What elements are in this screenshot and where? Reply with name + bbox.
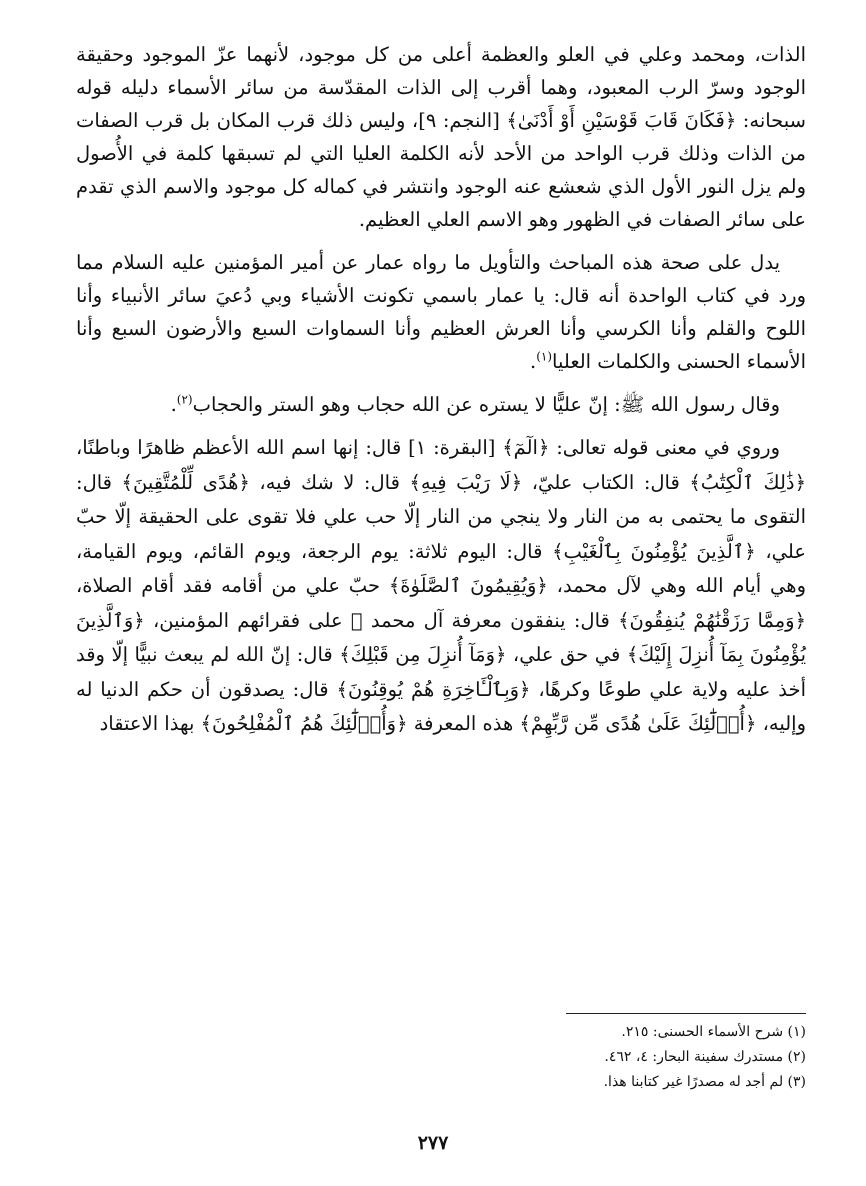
paragraph-3-dot: . (170, 393, 177, 416)
paragraph-2 (76, 246, 806, 378)
page-number: ٢٧٧ (417, 1132, 449, 1154)
paragraph-1: الذات، ومحمد وعلي في العلو والعظمة أعلى من كل موجود، لأنهما عزّ الموجود وحقيقة الوجود وسرّ الرب المعبود، وهما أقرب إلى الذات المقدّسة من سائر الأسماء دليله قوله سبحانه: ﴿فَكَانَ قَابَ قَوْسَيْنِ أَوْ أَدْنَىٰ﴾ [النجم: ٩]، وليس ذلك قرب المكان بل قرب الصفات من الذات وذلك قرب الواحد من الأحد لأنه الكلمة العليا التي لم تسبقها كلمة في الأُصول ولم يزل النور الأول الذي شعشع عنه الوجود وانتشر في كماله كل موجود والاسم الذي تقدم على سائر الصفات في الظهور وهو الاسم العلي العظيم. (76, 43, 806, 231)
paragraph-2-text: يدل على صحة هذه المباحث والتأويل ما رواه عمار عن أمير المؤمنين عليه السلام مما ورد في كتاب الواحدة أنه قال: يا عمار باسمي تكونت الأشياء وبي دُعيَ سائر الأنبياء وأنا اللوح والقلم وأنا الكرسي وأنا العرش العظيم وأنا السماوات السبع والأرضون السبع وأنا الأسماء الحسنى والكلمات العليا (76, 251, 806, 373)
paragraph-3 (76, 388, 806, 421)
footnotes (330, 1020, 806, 1095)
footnote-ref-1: (١) (536, 349, 553, 364)
footnote-2: (٢) مستدرك سفينة البحار: ٤، ٤٦٢. (604, 1049, 806, 1065)
paragraph-3-text: وقال رسول الله ﷺ: إنّ عليًّا لا يستره عن الله حجاب وهو الستر والحجاب (192, 393, 780, 416)
footnote-3: (٣) لم أجد له مصدرًا غير كتابنا هذا. (603, 1074, 806, 1090)
main-text (76, 38, 806, 752)
paragraph-4: وروي في معنى قوله تعالى: ﴿الٓمٓ﴾ [البقرة: ١] قال: إنها اسم الله الأعظم ظاهرًا وباطنًا، ﴿ذَٰلِكَ ٱلْكِتَٰبُ﴾ قال: الكتاب عليّ، ﴿لَا رَيْبَ فِيهِ﴾ قال: لا شك فيه، ﴿هُدًى لِّلْمُتَّقِينَ﴾ قال: التقوى ما يحتمى به من النار ولا ينجي من النار إلّا حب علي فلا تقوى على الحقيقة إلّا حبّ علي، ﴿ٱلَّذِينَ يُؤْمِنُونَ بِٱلْغَيْبِ﴾ قال: اليوم ثلاثة: يوم الرجعة، ويوم القائم، ويوم القيامة، وهي أيام الله وهي لآل محمد، ﴿وَيُقِيمُونَ ٱلصَّلَوٰةَ﴾ حبّ علي من أقامه فقد أقام الصلاة، ﴿وَمِمَّا رَزَقْنَٰهُمْ يُنفِقُونَ﴾ قال: ينفقون معرفة آل محمد ﷺ على فقرائهم المؤمنين، ﴿وَٱلَّذِينَ يُؤْمِنُونَ بِمَآ أُنزِلَ إِلَيْكَ﴾ في حق علي، ﴿وَمَآ أُنزِلَ مِن قَبْلِكَ﴾ قال: إنّ الله لم يبعث نبيًّا إلّا وقد أخذ عليه ولاية علي طوعًا وكرهًا، ﴿وَبِٱلْـَٔاخِرَةِ هُمْ يُوقِنُونَ﴾ قال: يصدقون أن حكم الدنيا له وإليه، ﴿أُو۟لَٰٓئِكَ عَلَىٰ هُدًى مِّن رَّبِّهِمْ﴾ هذه المعرفة ﴿وَأُو۟لَٰٓئِكَ هُمُ ٱلْمُفْلِحُونَ﴾ بهذا الاعتقاد (76, 436, 806, 735)
footnote-1: (١) شرح الأسماء الحسنى: ٢١٥. (621, 1024, 806, 1040)
footnote-ref-2: (٢) (176, 392, 193, 407)
paragraph-2-dot: . (530, 350, 537, 373)
footnote-divider (566, 1013, 806, 1014)
